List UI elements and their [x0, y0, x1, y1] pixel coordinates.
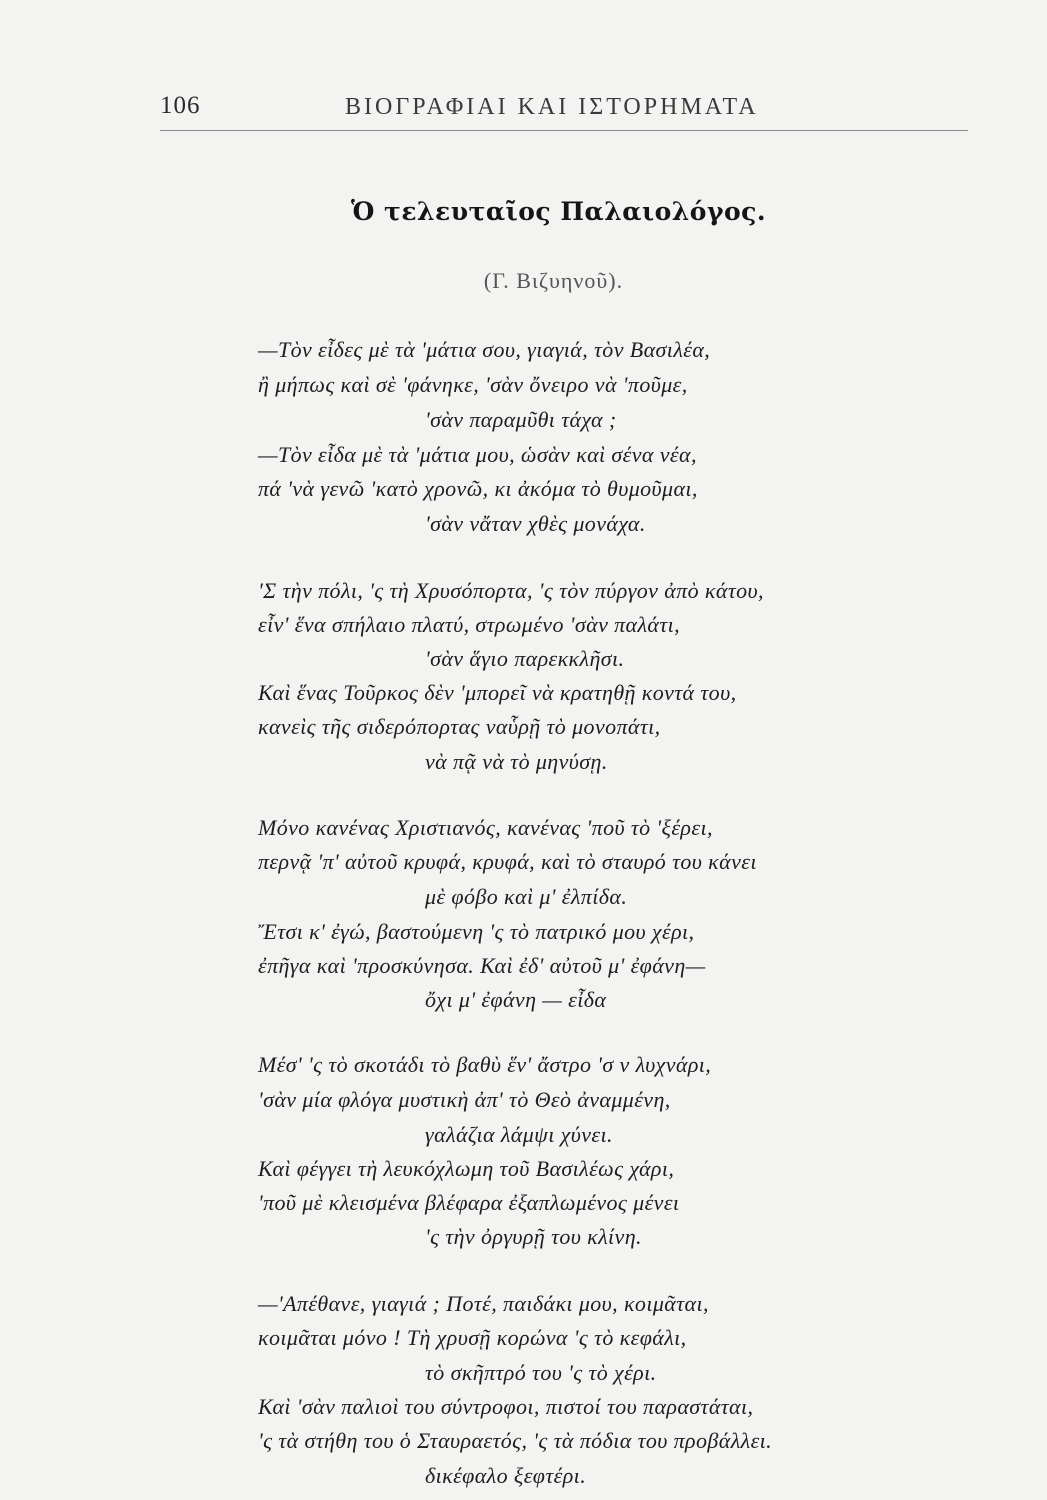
poem-line: 'ποῦ μὲ κλεισμένα βλέφαρα ἐξαπλωμένος μένει	[258, 1190, 680, 1215]
poem-line: ὄχι μ' ἐφάνη — εἶδα	[425, 987, 607, 1012]
page-number: 106	[160, 92, 201, 119]
poem-line: 'σὰν παραμῦθι τάχα ;	[425, 407, 617, 432]
poem-line: 'σὰν νἄταν χθὲς μονάχα.	[425, 511, 646, 536]
poem-line: πά 'νὰ γενῶ 'κατὸ χρονῶ, κι ἀκόμα τὸ θυμοῦμαι,	[258, 476, 698, 501]
running-title: ΒΙΟΓΡΑΦΙΑΙ ΚΑΙ ΙΣΤΟΡΗΜΑΤΑ	[345, 94, 759, 120]
poem-line: 'σὰν ἅγιο παρεκκλῆσι.	[425, 646, 625, 671]
poem-line: περνᾷ 'π' αὐτοῦ κρυφά, κρυφά, καὶ τὸ σταυρό του κάνει	[258, 849, 757, 874]
poem-line: —Τὸν εἶδα μὲ τὰ 'μάτια μου, ὡσὰν καὶ σένα νέα,	[258, 442, 697, 467]
poem-line: γαλάζια λάμψι χύνει.	[425, 1122, 613, 1147]
poem-line: 'σὰν μία φλόγα μυστικὴ ἀπ' τὸ Θεὸ ἀναμμένη,	[258, 1087, 671, 1112]
poem-line: δικέφαλο ξεφτέρι.	[425, 1463, 587, 1488]
poem-title: Ὁ τελευταῖος Παλαιολόγος.	[350, 197, 767, 226]
poem-author: (Γ. Βιζυηνοῦ).	[483, 268, 624, 293]
poem-line: κανεὶς τῆς σιδερόπορτας ναὗρῇ τὸ μονοπάτι,	[258, 714, 661, 739]
poem-line: ἢ μήπως καὶ σὲ 'φάνηκε, 'σὰν ὄνειρο νὰ 'ποῦμε,	[258, 372, 688, 397]
poem-line: εἶν' ἕνα σπήλαιο πλατύ, στρωμένο 'σὰν παλάτι,	[258, 612, 681, 637]
poem-line: ἐπῆγα καὶ 'προσκύνησα. Καὶ ἐδ' αὐτοῦ μ' ἐφάνη—	[258, 953, 706, 978]
poem-line: Καὶ ἕνας Τοῦρκος δὲν 'μπορεῖ νὰ κρατηθῇ κοντά του,	[258, 680, 737, 705]
poem-line: τὸ σκῆπτρό του 'ς τὸ χέρι.	[425, 1360, 657, 1385]
poem-line: Ἔτσι κ' ἐγώ, βαστούμενη 'ς τὸ πατρικό μου χέρι,	[258, 919, 695, 944]
poem-line: Καὶ φέγγει τὴ λευκόχλωμη τοῦ Βασιλέως χάρι,	[258, 1156, 675, 1181]
poem-line: νὰ πᾷ νὰ τὸ μηνύσῃ.	[425, 749, 608, 774]
poem-line: —'Απέθανε, γιαγιά ; Ποτέ, παιδάκι μου, κοιμᾶται,	[258, 1291, 709, 1316]
poem-line: —Τὸν εἶδες μὲ τὰ 'μάτια σου, γιαγιά, τὸν Βασιλέα,	[258, 337, 711, 362]
poem-line: 'ς τὴν ὀργυρῇ του κλίνη.	[425, 1224, 642, 1249]
poem-line: 'ς τὰ στήθη του ὁ Σταυραετός, 'ς τὰ πόδια του προβάλλει.	[258, 1428, 773, 1453]
poem-line: κοιμᾶται μόνο ! Τὴ χρυσῇ κορώνα 'ς τὸ κεφάλι,	[258, 1325, 687, 1350]
poem-line: μὲ φόβο καὶ μ' ἐλπίδα.	[425, 884, 628, 909]
poem-line: Μόνο κανένας Χριστιανός, κανένας 'ποῦ τὸ 'ξέρει,	[258, 815, 713, 840]
running-head	[160, 92, 968, 132]
header-rule	[160, 130, 968, 131]
poem-line: Καὶ 'σὰν παλιοὶ του σύντροφοι, πιστοί του παραστάται,	[258, 1394, 754, 1419]
poem-line: Μέσ' 'ς τὸ σκοτάδι τὸ βαθὺ ἕν' ἄστρο 'σ ν λυχνάρι,	[258, 1052, 712, 1077]
poem-line: 'Σ τὴν πόλι, 'ς τὴ Χρυσόπορτα, 'ς τὸν πύργον ἀπὸ κάτου,	[258, 578, 764, 603]
